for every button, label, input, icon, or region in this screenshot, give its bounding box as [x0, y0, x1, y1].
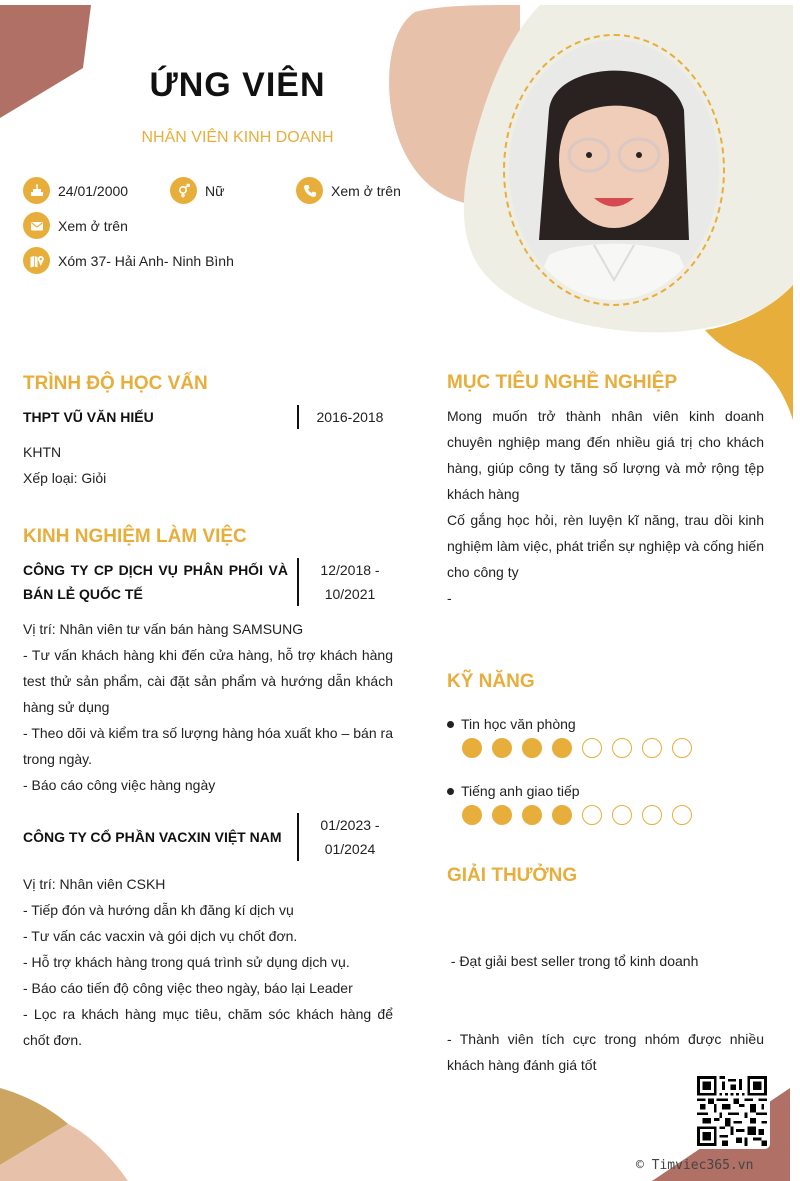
address-value: Xóm 37- Hải Anh- Ninh Bình [58, 252, 234, 269]
rating-dot-empty [612, 738, 632, 758]
skill-rating [462, 805, 702, 825]
education-rank: Xếp loại: Giỏi [23, 470, 107, 486]
education-period: 2016-2018 [316, 409, 384, 425]
birthday-row [23, 177, 128, 204]
job-period: 01/2023 - 01/2024 [320, 817, 380, 857]
awards-title: GIẢI THƯỞNG [447, 865, 578, 886]
job-period: 12/2018 - 10/2021 [320, 562, 380, 602]
experience-title: KINH NGHIỆM LÀM VIỆC [23, 526, 247, 547]
job-description: Vị trí: Nhân viên CSKH - Tiếp đón và hướng dẫn kh đăng kí dịch vụ - Tư vấn các vacxin và gói dịch vụ chốt đơn. - Hỗ trợ khách hàng trong quá trình sử dụng dịch vụ. - Báo cáo tiến độ công việc theo ngày, báo lại Leader - Lọc ra khách hàng mục tiêu, chăm sóc khách hàng để chốt đơn. [23, 876, 393, 1048]
rating-dot-filled [552, 805, 572, 825]
candidate-name: ỨNG VIÊN [149, 66, 326, 104]
company-name: CÔNG TY CP DỊCH VỤ PHÂN PHỐI VÀ [23, 562, 288, 578]
rating-dot-empty [612, 805, 632, 825]
rating-dot-filled [492, 738, 512, 758]
skill-item [447, 716, 702, 758]
education-title: TRÌNH ĐỘ HỌC VẤN [23, 373, 208, 394]
education-major: KHTN [23, 444, 62, 460]
rating-dot-empty [582, 805, 602, 825]
map-pin-icon [23, 247, 50, 274]
gender-row [170, 177, 224, 204]
qr-code [694, 1073, 770, 1149]
education-details [23, 439, 393, 491]
bullet-icon [447, 721, 454, 728]
rating-dot-empty [642, 738, 662, 758]
phone-value: Xem ở trên [331, 182, 401, 199]
rating-dot-filled [522, 805, 542, 825]
skill-rating [462, 738, 702, 758]
rating-dot-empty [672, 738, 692, 758]
rating-dot-filled [522, 738, 542, 758]
gender-value: Nữ [205, 182, 225, 199]
company-name: CÔNG TY CỔ PHẦN VACXIN VIỆT NAM [23, 829, 282, 845]
rating-dot-empty [582, 738, 602, 758]
gender-icon [170, 177, 197, 204]
email-value: Xem ở trên [58, 217, 128, 234]
email-row [23, 212, 128, 239]
rating-dot-filled [462, 805, 482, 825]
phone-row [296, 177, 401, 204]
watermark: © Timviec365.vn [636, 1158, 754, 1173]
address-row [23, 247, 234, 274]
skills-title: KỸ NĂNG [447, 671, 535, 692]
candidate-photo [509, 40, 719, 300]
objective-text: Mong muốn trở thành nhân viên kinh doanh chuyên nghiệp mang đến nhiều giá trị cho khách hàng, giúp công ty tăng số lượng và mở rộng tệp khách hàng Cố gắng học hỏi, rèn luyện kĩ năng, trau dồi kinh nghiệm làm việc, phát triển sự nghiệp và cống hiến cho công ty - [447, 408, 764, 606]
skill-name: Tin học văn phòng [461, 716, 576, 732]
skill-name: Tiếng anh giao tiếp [461, 783, 580, 799]
bullet-icon [447, 788, 454, 795]
skill-item [447, 783, 702, 825]
cake-icon [23, 177, 50, 204]
rating-dot-empty [672, 805, 692, 825]
job-title: NHÂN VIÊN KINH DOANH [141, 129, 334, 146]
divider-line [297, 813, 299, 861]
objective-title: MỤC TIÊU NGHỀ NGHIỆP [447, 372, 678, 393]
rating-dot-filled [462, 738, 482, 758]
job-description: Vị trí: Nhân viên tư vấn bán hàng SAMSUNG - Tư vấn khách hàng khi đến cửa hàng, hỗ trợ khách hàng test thử sản phẩm, cài đặt sản phẩm và hướng dẫn khách hàng sử dụng - Theo dõi và kiểm tra số lượng hàng hóa xuất kho – bán ra trong ngày. - Báo cáo công việc hàng ngày [23, 621, 393, 793]
school-name: THPT VŨ VĂN HIẾU [23, 409, 154, 425]
phone-icon [296, 177, 323, 204]
divider-line [297, 558, 299, 606]
divider-line [297, 405, 299, 429]
birthday-value: 24/01/2000 [58, 182, 129, 199]
company-name-line2: BÁN LẺ QUỐC TẾ [23, 586, 143, 602]
rating-dot-filled [492, 805, 512, 825]
rating-dot-empty [642, 805, 662, 825]
mail-icon [23, 212, 50, 239]
awards-text: - Đạt giải best seller trong tổ kinh doanh - Thành viên tích cực trong nhóm được nhiều khách hàng đánh giá tốt [447, 953, 768, 1073]
rating-dot-filled [552, 738, 572, 758]
